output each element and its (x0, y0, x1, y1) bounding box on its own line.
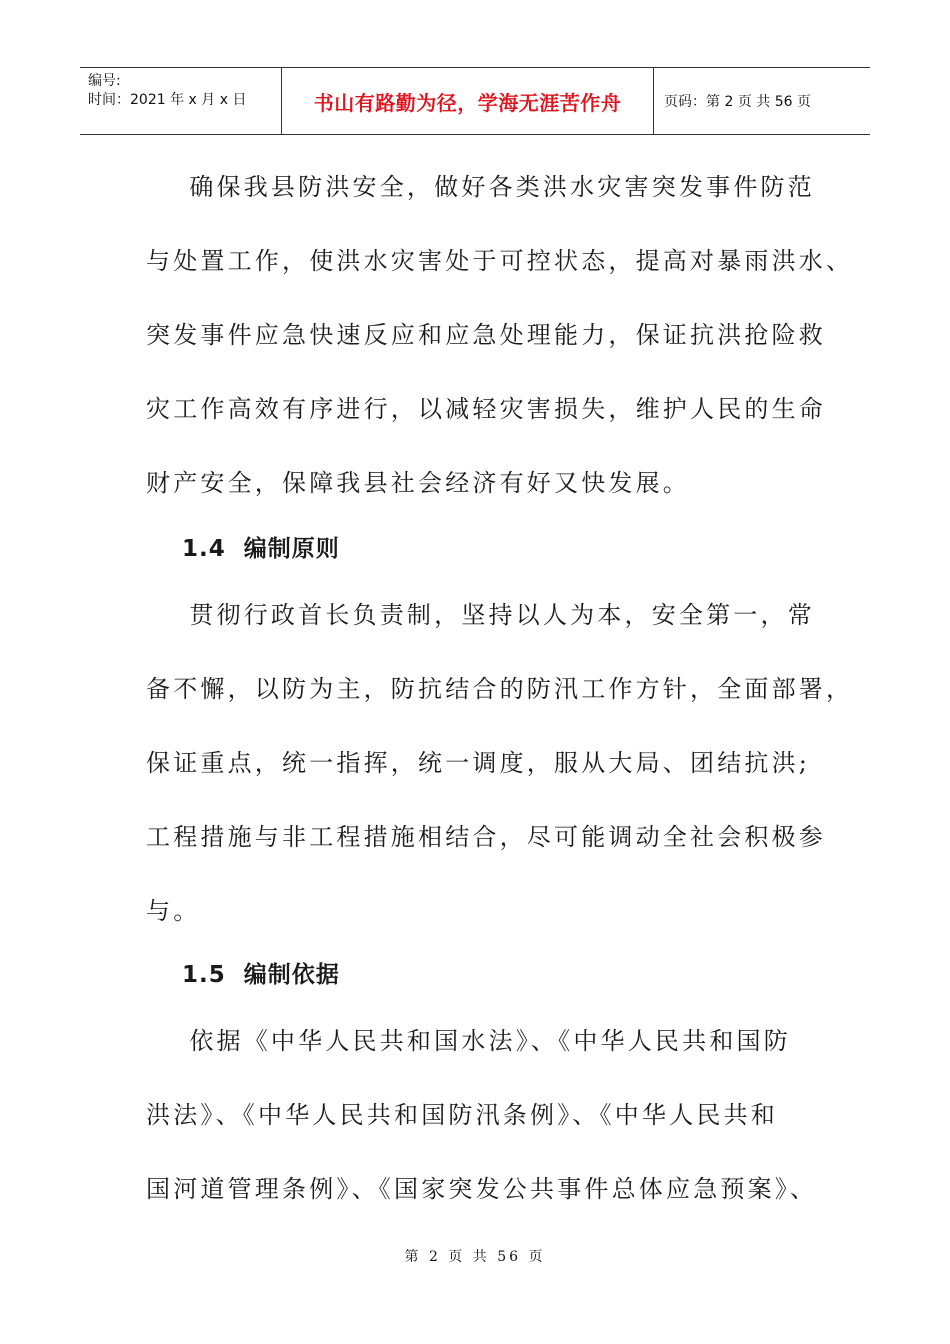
paragraph-line: 与。 (146, 897, 201, 925)
paragraph-line: 保证重点，统一指挥，统一调度，服从大局、团结抗洪; (146, 749, 811, 777)
paragraph-line: 与处置工作，使洪水灾害处于可控状态，提高对暴雨洪水、 (146, 247, 854, 275)
paragraph-line: 工程措施与非工程措施相结合，尽可能调动全社会积极参 (146, 823, 826, 851)
paragraph-line: 洪法》、《中华人民共和国防汛条例》、《中华人民共和 (146, 1101, 778, 1129)
page-header (80, 67, 870, 135)
paragraph-line: 财产安全，保障我县社会经济有好又快发展。 (146, 469, 690, 497)
section-heading-1-5: 1.5 编制依据 (146, 962, 340, 988)
paragraph-line: 确保我县防洪安全，做好各类洪水灾害突发事件防范 (146, 173, 815, 201)
header-meta (80, 68, 282, 134)
document-time-label: 时间：2021 年 x 月 x 日 (88, 92, 247, 108)
paragraph-line: 灾工作高效有序进行，以减轻灾害损失，维护人民的生命 (146, 395, 826, 423)
document-number-label: 编号: (88, 73, 121, 89)
paragraph-line: 备不懈，以防为主，防抗结合的防汛工作方针，全面部署， (146, 675, 854, 703)
paragraph-line: 依据《中华人民共和国水法》、《中华人民共和国防 (146, 1027, 791, 1055)
page-footer: 第 2 页 共 56 页 (404, 1249, 546, 1265)
section-heading-1-4: 1.4 编制原则 (146, 536, 340, 562)
paragraph-line: 突发事件应急快速反应和应急处理能力，保证抗洪抢险救 (146, 321, 826, 349)
paragraph-line: 贯彻行政首长负责制，坚持以人为本，安全第一，常 (146, 601, 815, 629)
header-motto: 书山有路勤为径，学海无涯苦作舟 (282, 68, 654, 134)
paragraph-line: 国河道管理条例》、《国家突发公共事件总体应急预案》、 (146, 1175, 818, 1203)
header-page-info: 页码：第 2 页 共 56 页 (664, 94, 811, 110)
